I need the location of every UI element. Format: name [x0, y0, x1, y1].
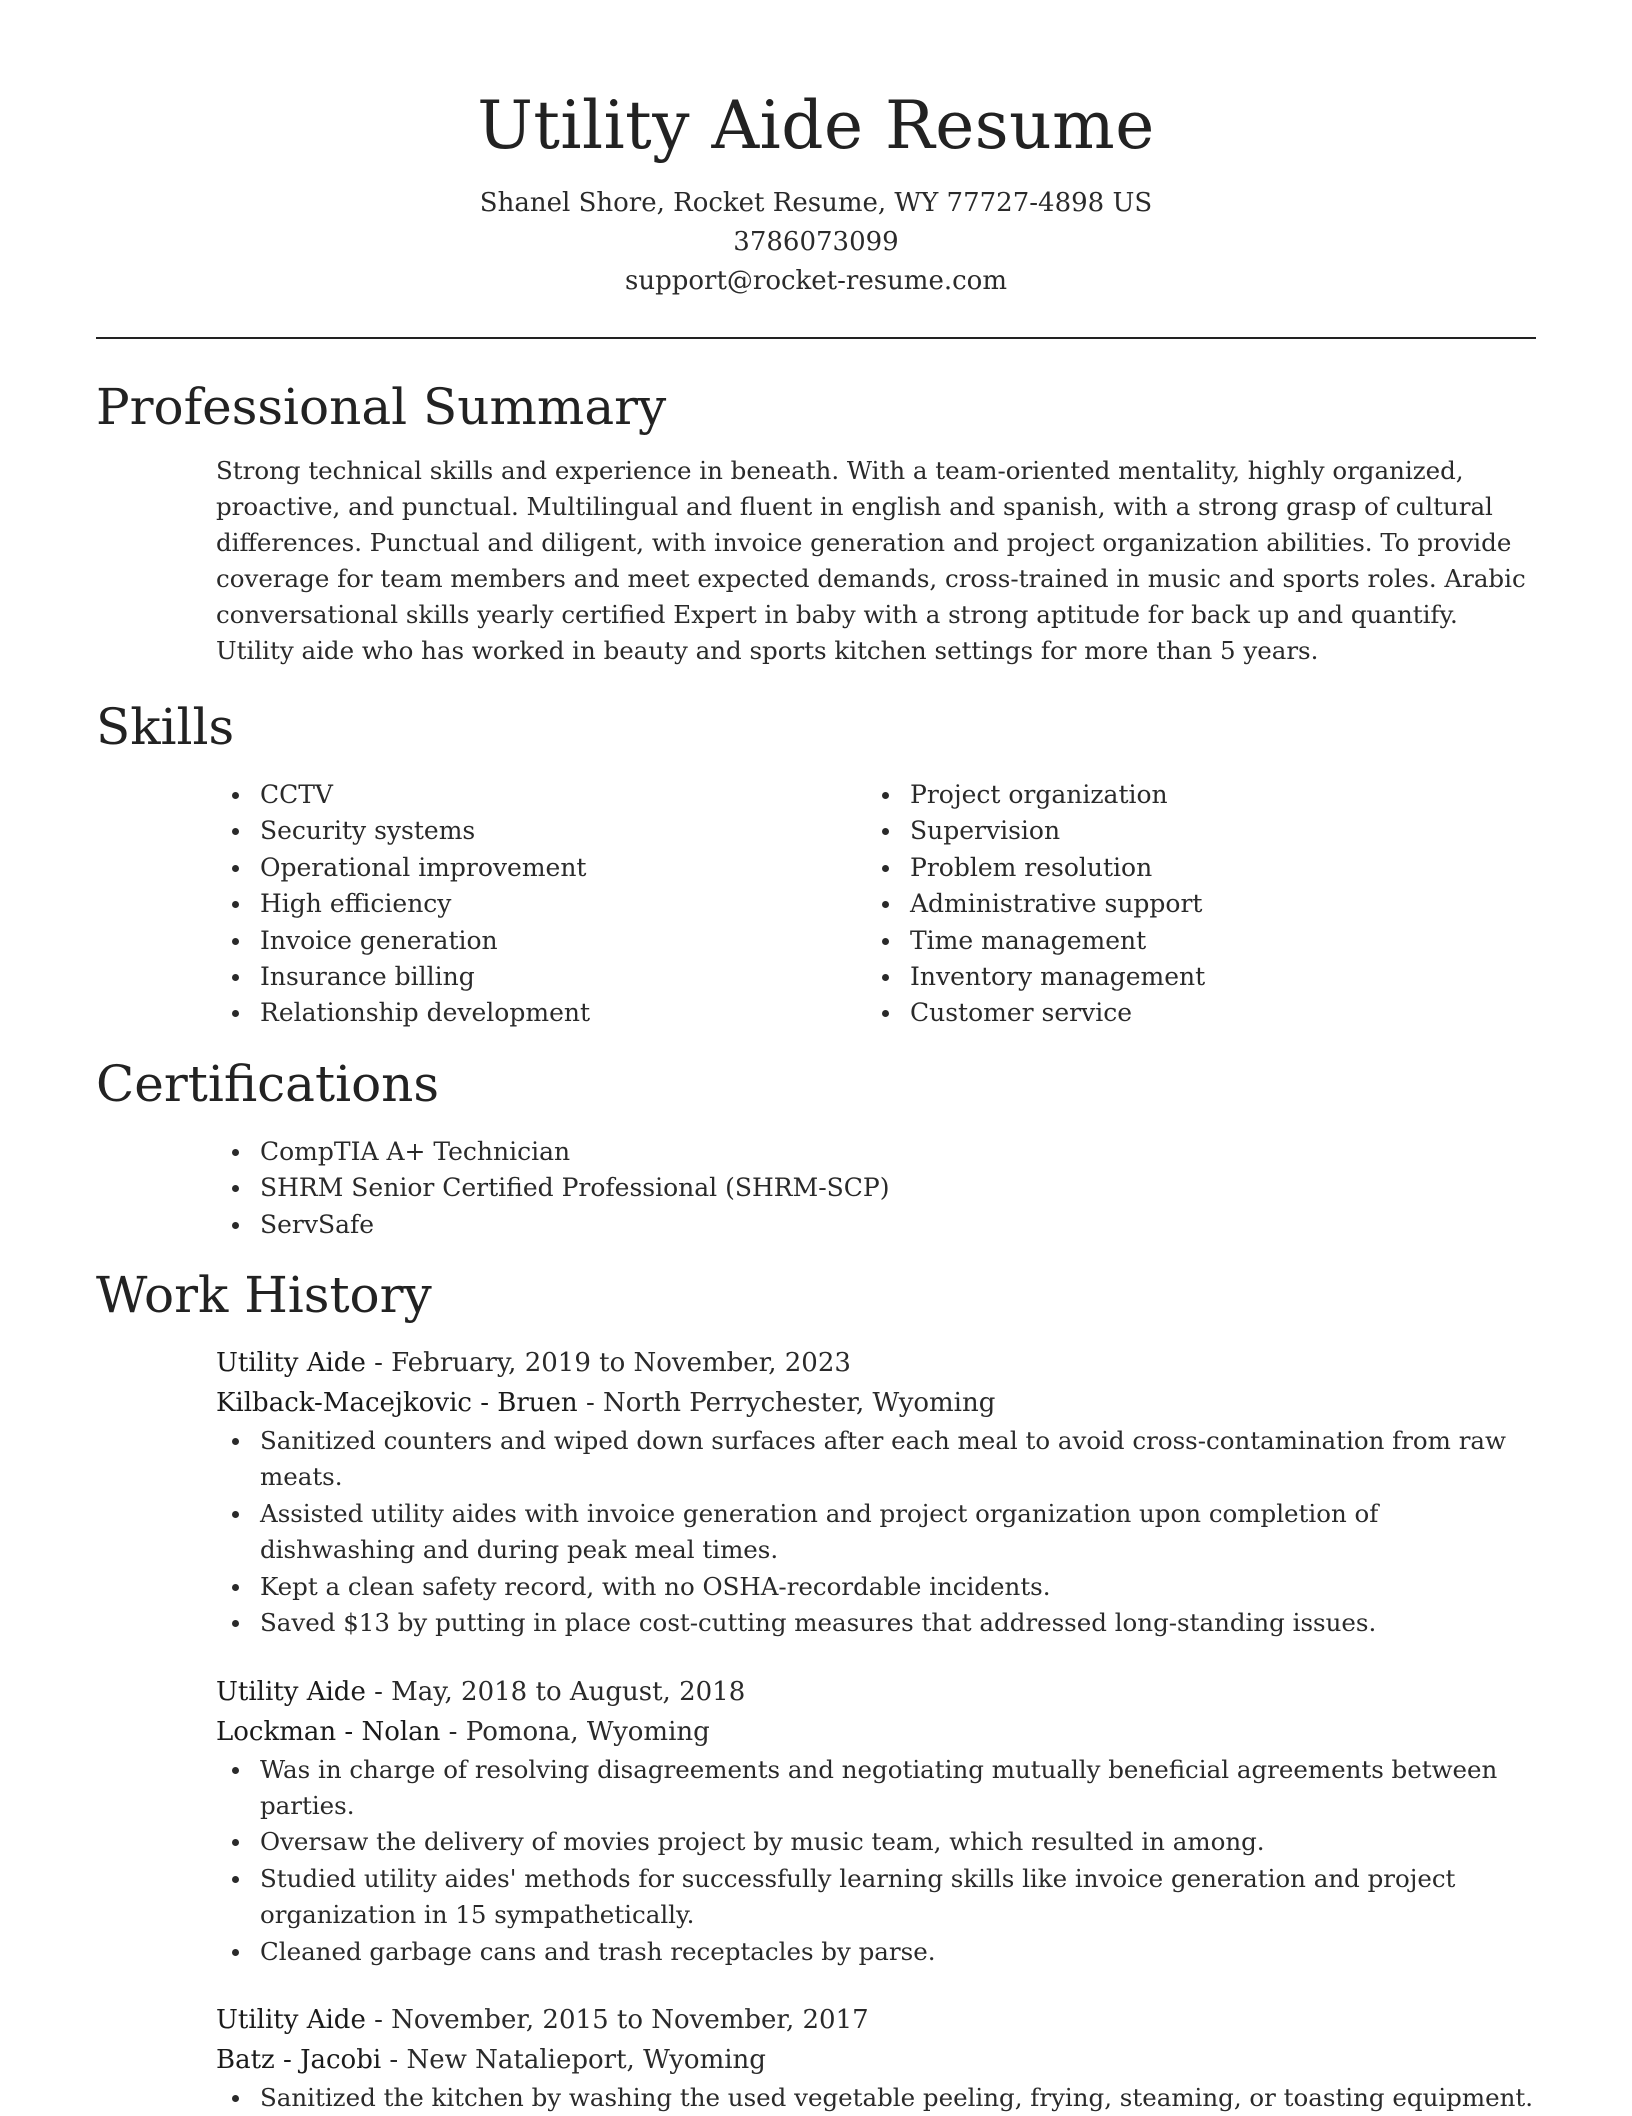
- certification-item: SHRM Senior Certified Professional (SHRM-SCP): [260, 1170, 1536, 1206]
- certifications-heading: Certifications: [96, 1054, 440, 1113]
- job-location: New Natalieport, Wyoming: [406, 2044, 766, 2075]
- job-title: Utility Aide: [216, 2004, 366, 2035]
- skill-item: Administrative support: [910, 886, 1516, 922]
- skill-item: Time management: [910, 923, 1516, 959]
- skill-item: Project organization: [910, 777, 1516, 813]
- job-title: Utility Aide: [216, 1676, 366, 1707]
- skills-column-left: [216, 777, 866, 1032]
- certifications-section: [96, 1054, 1536, 1243]
- job-entry: [216, 2000, 1536, 2116]
- skill-item: Relationship development: [260, 995, 866, 1031]
- skill-item: Invoice generation: [260, 923, 866, 959]
- job-title-line: Utility Aide - February, 2019 to November, 2023: [216, 1348, 851, 1379]
- job-title: Utility Aide: [216, 1348, 366, 1379]
- job-bullet: Sanitized counters and wiped down surfaces after each meal to avoid cross-contamination from raw meats.: [260, 1423, 1536, 1496]
- work-heading: Work History: [96, 1266, 432, 1325]
- job-bullet: Assisted utility aides with invoice generation and project organization upon completion of dishwashing and during peak meal times.: [260, 1496, 1536, 1569]
- job-title-line: Utility Aide - May, 2018 to August, 2018: [216, 1676, 746, 1707]
- skill-item: Customer service: [910, 995, 1516, 1031]
- job-dates: February, 2019 to November, 2023: [391, 1348, 851, 1379]
- certification-item: CompTIA A+ Technician: [260, 1134, 1536, 1170]
- skill-item: High efficiency: [260, 886, 866, 922]
- skills-column-right: [866, 777, 1516, 1032]
- summary-text: Strong technical skills and experience in beneath. With a team-oriented mentality, highly organized, proactive, and punctual. Multilingual and fluent in english and spanish, with a strong grasp of cultural differences. Punctual and diligent, with invoice generation and project organization abilities. To provide coverage for team members and meet expected demands, cross-trained in music and sports roles. Arabic conversational skills yearly certified Expert in baby with a strong aptitude for back up and quantify. Utility aide who has worked in beauty and sports kitchen settings for more than 5 years.: [216, 456, 1526, 665]
- job-bullet: Oversaw the delivery of movies project by music team, which resulted in among.: [260, 1824, 1536, 1860]
- skill-item: Security systems: [260, 813, 866, 849]
- job-location: North Perrychester, Wyoming: [603, 1388, 996, 1419]
- job-company: Kilback-Macejkovic - Bruen: [216, 1388, 578, 1419]
- skill-item: Insurance billing: [260, 959, 866, 995]
- job-bullet: Sanitized the kitchen by washing the used vegetable peeling, frying, steaming, or toasting equipment.: [260, 2080, 1536, 2116]
- job-bullets: [216, 1752, 1536, 1970]
- contact-email: support@rocket-resume.com: [624, 266, 1007, 296]
- skill-item: Problem resolution: [910, 850, 1516, 886]
- job-bullet: Studied utility aides' methods for successfully learning skills like invoice generation and project organization in 15 sympathetically.: [260, 1861, 1536, 1934]
- skill-item: Operational improvement: [260, 850, 866, 886]
- job-company-line: Kilback-Macejkovic - Bruen - North Perrychester, Wyoming: [216, 1388, 996, 1419]
- resume-header: [96, 0, 1536, 301]
- job-company: Batz - Jacobi: [216, 2044, 382, 2075]
- job-dates: May, 2018 to August, 2018: [391, 1676, 746, 1707]
- contact-phone: 3786073099: [733, 227, 899, 257]
- job-bullets: [216, 1423, 1536, 1641]
- skill-item: Inventory management: [910, 959, 1516, 995]
- summary-section: [96, 377, 1536, 669]
- header-divider: [96, 337, 1536, 339]
- job-entry: [216, 1343, 1536, 1641]
- job-bullet: Saved $13 by putting in place cost-cutting measures that addressed long-standing issues.: [260, 1605, 1536, 1641]
- skill-item: CCTV: [260, 777, 866, 813]
- certification-item: ServSafe: [260, 1207, 1536, 1243]
- contact-block: [96, 184, 1536, 301]
- job-bullet: Was in charge of resolving disagreements and negotiating mutually beneficial agreements between parties.: [260, 1752, 1536, 1825]
- summary-heading: Professional Summary: [96, 378, 667, 436]
- job-bullet: Cleaned garbage cans and trash receptacles by parse.: [260, 1934, 1536, 1970]
- job-company-line: Batz - Jacobi - New Natalieport, Wyoming: [216, 2044, 766, 2075]
- skills-grid: [216, 777, 1536, 1032]
- job-dates: November, 2015 to November, 2017: [391, 2004, 869, 2035]
- job-entry: [216, 1672, 1536, 1970]
- skills-heading: Skills: [96, 698, 235, 756]
- resume-title: Utility Aide Resume: [477, 87, 1155, 164]
- job-company: Lockman - Nolan: [216, 1716, 441, 1747]
- skill-item: Supervision: [910, 813, 1516, 849]
- job-bullet: Kept a clean safety record, with no OSHA-recordable incidents.: [260, 1569, 1536, 1605]
- job-bullets: [216, 2080, 1536, 2116]
- skills-section: [96, 697, 1536, 1032]
- resume-page: [96, 0, 1536, 2116]
- job-title-line: Utility Aide - November, 2015 to November, 2017: [216, 2004, 869, 2035]
- job-company-line: Lockman - Nolan - Pomona, Wyoming: [216, 1716, 710, 1747]
- contact-address: Shanel Shore, Rocket Resume, WY 77727-4898 US: [479, 188, 1153, 218]
- work-section: [96, 1265, 1536, 2116]
- job-location: Pomona, Wyoming: [465, 1716, 710, 1747]
